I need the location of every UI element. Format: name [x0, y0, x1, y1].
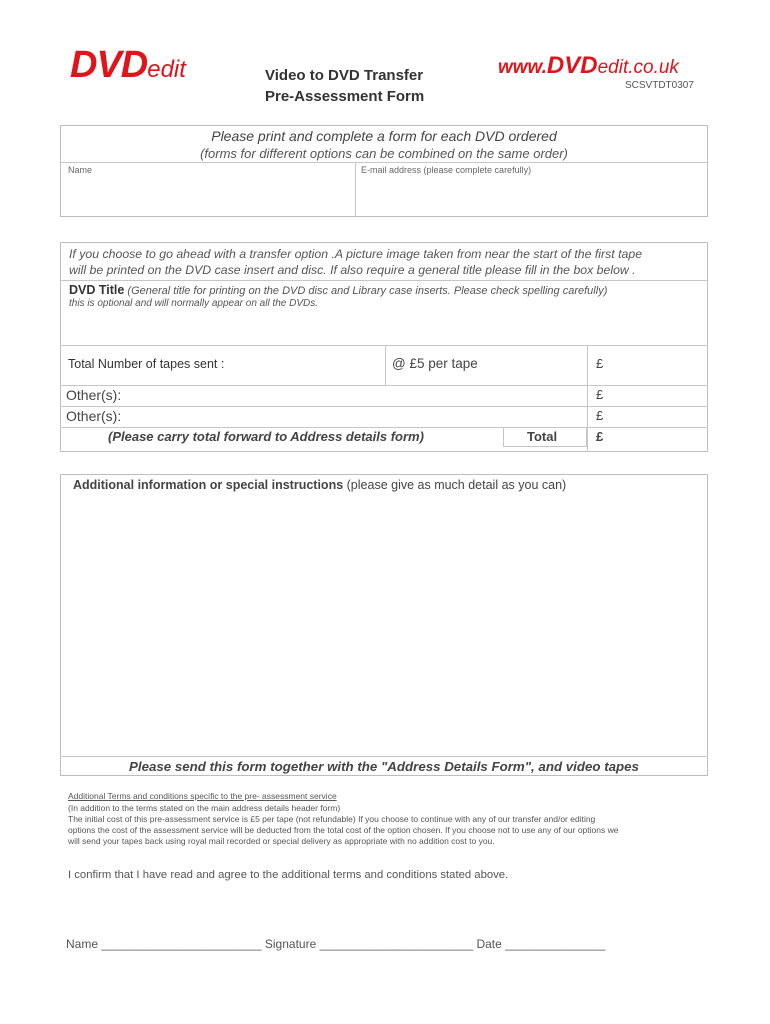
- tapes-amount-field[interactable]: [610, 350, 706, 382]
- tapes-currency: £: [596, 356, 604, 371]
- dvd-title-label-row: DVD Title (General title for printing on the DVD disc and Library case inserts. Please check spelling carefully): [69, 283, 608, 297]
- carry-forward-note: (Please carry total forward to Address details form): [108, 429, 424, 444]
- signoff-signature-field[interactable]: _______________________: [319, 937, 474, 951]
- signoff-name-label: Name: [66, 937, 99, 951]
- dvd-title-note: this is optional and will normally appear on all the DVDs.: [69, 298, 319, 309]
- other1-field[interactable]: [140, 387, 580, 404]
- name-field[interactable]: [62, 177, 352, 215]
- form-title: [265, 65, 424, 107]
- signoff-name-field[interactable]: ________________________: [101, 937, 262, 951]
- website-link[interactable]: www.DVDedit.co.uk: [498, 52, 679, 79]
- confirm-statement: I confirm that I have read and agree to the additional terms and conditions stated above.: [68, 869, 509, 881]
- total-label: Total: [527, 429, 558, 444]
- other1-currency: £: [596, 387, 604, 402]
- additional-info-label: Additional information or special instructions (please give as much detail as you can): [73, 478, 567, 492]
- terms-line3: options the cost of the assessment service will be deducted from the total cost of the option chosen. If you choose not to use any of our options we: [68, 825, 619, 835]
- send-note: Please send this form together with the "Address Details Form", and video tapes: [129, 759, 639, 774]
- transfer-intro-line1: If you choose to go ahead with a transfer option .A picture image taken from near the start of the first tape: [69, 247, 643, 261]
- form-title-line1: Video to DVD Transfer: [265, 67, 424, 84]
- contact-heading: Please print and complete a form for each DVD ordered: [211, 128, 557, 144]
- transfer-intro-line2: will be printed on the DVD case insert and disc. If also require a general title please fill in the box below .: [69, 263, 636, 277]
- form-code: SCSVTDT0307: [625, 80, 694, 91]
- signoff-date-label: Date: [476, 937, 502, 951]
- additional-info-field[interactable]: [64, 498, 708, 756]
- terms-heading: Additional Terms and conditions specific to the pre- assessment service: [68, 791, 337, 801]
- dvdedit-logo: DVDedit: [70, 44, 186, 86]
- contact-subheading: (forms for different options can be combined on the same order): [200, 146, 568, 161]
- other2-label: Other(s):: [66, 408, 122, 424]
- tapes-label: Total Number of tapes sent :: [68, 357, 225, 371]
- terms-line2: The initial cost of this pre-assessment service is £5 per tape (not refundable) If you choose to continue with any of our transfer and/or editing: [68, 814, 596, 824]
- form-title-line2: Pre-Assessment Form: [265, 88, 425, 105]
- email-field[interactable]: [357, 177, 706, 215]
- other2-currency: £: [596, 408, 604, 423]
- terms-line4: will send your tapes back using royal mail recorded or special delivery as appropriate with no addition cost to you.: [68, 836, 495, 846]
- name-label: Name: [68, 165, 93, 175]
- rate-label: @ £5 per tape: [392, 356, 478, 371]
- dvd-title-field[interactable]: [62, 313, 706, 343]
- other2-field[interactable]: [140, 408, 580, 425]
- total-currency: £: [596, 429, 604, 444]
- email-label: E-mail address (please complete carefully): [361, 165, 532, 175]
- signoff-signature-label: Signature: [264, 937, 317, 951]
- signoff-row: [66, 937, 605, 951]
- other1-label: Other(s):: [66, 387, 122, 403]
- terms-line1: (In addition to the terms stated on the main address details header form): [68, 803, 341, 813]
- signoff-date-field[interactable]: _______________: [505, 937, 606, 951]
